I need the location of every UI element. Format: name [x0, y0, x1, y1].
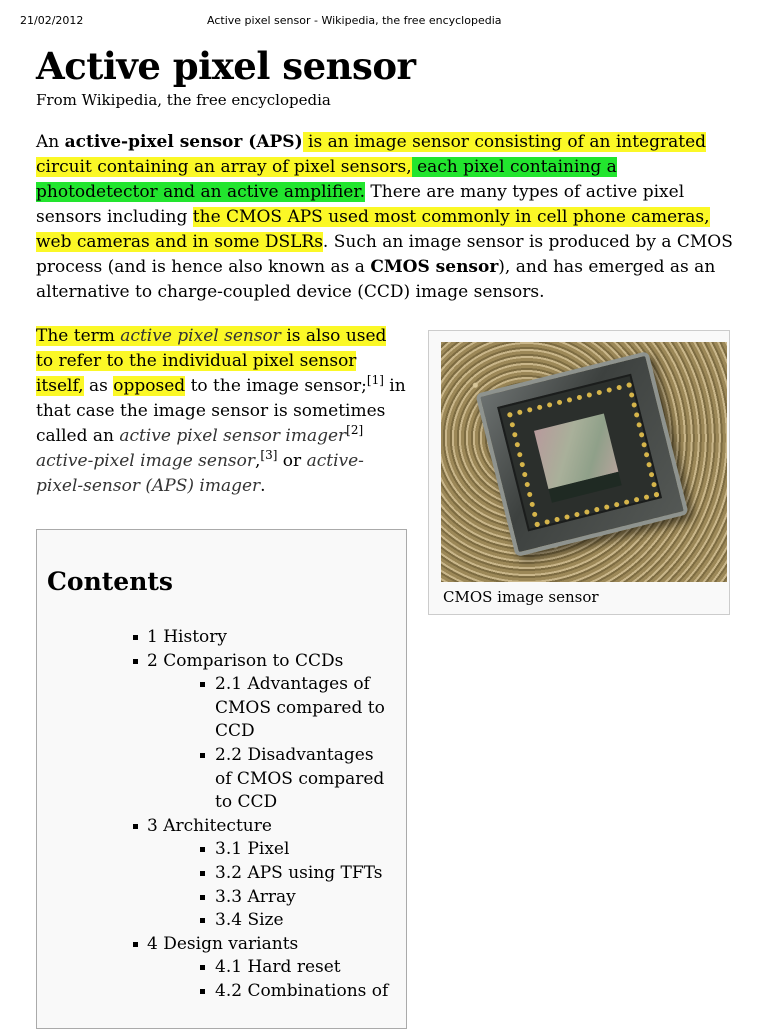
term-italic: active-pixel image sensor: [36, 451, 255, 471]
article-tagline: From Wikipedia, the free encyclopedia: [36, 91, 331, 109]
toc-list: [37, 626, 406, 1004]
text-run: to the image sensor;: [185, 376, 367, 396]
toc-link[interactable]: 2.2 Disadvantages of CMOS compared to CCD: [215, 744, 385, 813]
figure-caption: CMOS image sensor: [443, 588, 599, 606]
highlight-yellow: the CMOS APS used most commonly in cell phone cameras,: [192, 207, 710, 227]
bullet-icon: [200, 682, 205, 687]
chip-cavity: [497, 374, 662, 532]
toc-item-design-variants[interactable]: [37, 933, 387, 957]
table-of-contents: [36, 529, 407, 1029]
toc-item-comparison[interactable]: [37, 650, 387, 674]
article-title: Active pixel sensor: [36, 44, 416, 88]
text-run: . Such an image sensor is produced by a CMOS process (and is hence also known as a: [36, 232, 733, 277]
highlight-green: each pixel containing a photodetector and an active amplifier.: [36, 157, 617, 202]
bullet-icon: [200, 753, 205, 758]
print-date: 21/02/2012: [20, 14, 84, 27]
toc-item-history[interactable]: [37, 626, 387, 650]
text-run: .: [260, 476, 266, 496]
term-aps: active-pixel sensor (APS): [64, 132, 303, 152]
bullet-icon: [200, 918, 205, 923]
bullet-icon: [133, 824, 138, 829]
toc-item-hard-reset[interactable]: [37, 956, 390, 980]
term-italic: active-pixel-sensor (APS) imager: [36, 451, 364, 496]
bullet-icon: [200, 847, 205, 852]
figure-box: [428, 330, 730, 615]
cmos-sensor-image[interactable]: [441, 342, 727, 582]
toc-link[interactable]: 4.2 Combinations of: [215, 980, 389, 1001]
term-cmos-sensor: CMOS sensor: [370, 257, 499, 277]
toc-link[interactable]: 3 Architecture: [147, 815, 272, 836]
intro-paragraph: [36, 130, 736, 305]
toc-item-combinations[interactable]: [37, 980, 390, 1004]
reference-link[interactable]: [2]: [346, 423, 364, 437]
text-run: The term: [36, 326, 121, 346]
highlight-yellow: web cameras and in some DSLRs: [36, 232, 323, 252]
toc-item-disadvantages[interactable]: [37, 744, 390, 815]
reference-link[interactable]: [3]: [260, 448, 278, 462]
highlight-yellow: is an image sensor consisting of an integrated circuit containing an array of pixel sensors,: [36, 132, 707, 177]
toc-link[interactable]: 4 Design variants: [147, 933, 299, 954]
toc-item-aps-tfts[interactable]: [37, 862, 390, 886]
toc-link[interactable]: 3.3 Array: [215, 886, 296, 907]
toc-item-array[interactable]: [37, 886, 390, 910]
toc-link[interactable]: 1 History: [147, 627, 228, 647]
bullet-icon: [200, 895, 205, 900]
bullet-icon: [133, 635, 138, 640]
bullet-icon: [200, 871, 205, 876]
toc-title: Contents: [47, 567, 174, 596]
toc-link[interactable]: 2.1 Advantages of CMOS compared to CCD: [215, 674, 385, 742]
toc-link[interactable]: 4.1 Hard reset: [215, 957, 341, 978]
toc-link[interactable]: 2 Comparison to CCDs: [147, 650, 344, 671]
text-run: An: [36, 132, 65, 152]
text-run: is also used to refer to the individual pixel sensor itself,: [36, 326, 387, 396]
toc-item-size[interactable]: [37, 909, 390, 933]
text-run: or: [277, 451, 307, 471]
chip-package: [475, 351, 688, 557]
text-run: ,: [255, 451, 261, 471]
toc-link[interactable]: 3.4 Size: [215, 910, 284, 931]
term-italic: active pixel sensor: [120, 326, 281, 346]
text-run: ), and has emerged as an alternative to charge-coupled device (CCD) image sensors.: [36, 257, 716, 302]
toc-link[interactable]: 3.1 Pixel: [215, 839, 290, 860]
bullet-icon: [133, 659, 138, 664]
toc-item-advantages[interactable]: [37, 673, 390, 744]
toc-item-architecture[interactable]: [37, 815, 387, 839]
text-run: as: [83, 376, 114, 396]
text-run: in that case the image sensor is sometimes called an: [36, 376, 406, 446]
print-page-title: Active pixel sensor - Wikipedia, the free encyclopedia: [207, 14, 502, 27]
bullet-icon: [200, 965, 205, 970]
toc-item-pixel[interactable]: [37, 838, 390, 862]
toc-link[interactable]: 3.2 APS using TFTs: [215, 862, 383, 883]
text-run: There are many types of active pixel sensors including: [36, 182, 685, 227]
term-italic: active pixel sensor imager: [119, 426, 347, 446]
reference-link[interactable]: [1]: [366, 373, 384, 387]
term-paragraph: [36, 324, 408, 499]
bullet-icon: [133, 942, 138, 947]
print-header: [0, 14, 768, 30]
bullet-icon: [200, 989, 205, 994]
highlight-yellow: opposed: [113, 376, 186, 396]
